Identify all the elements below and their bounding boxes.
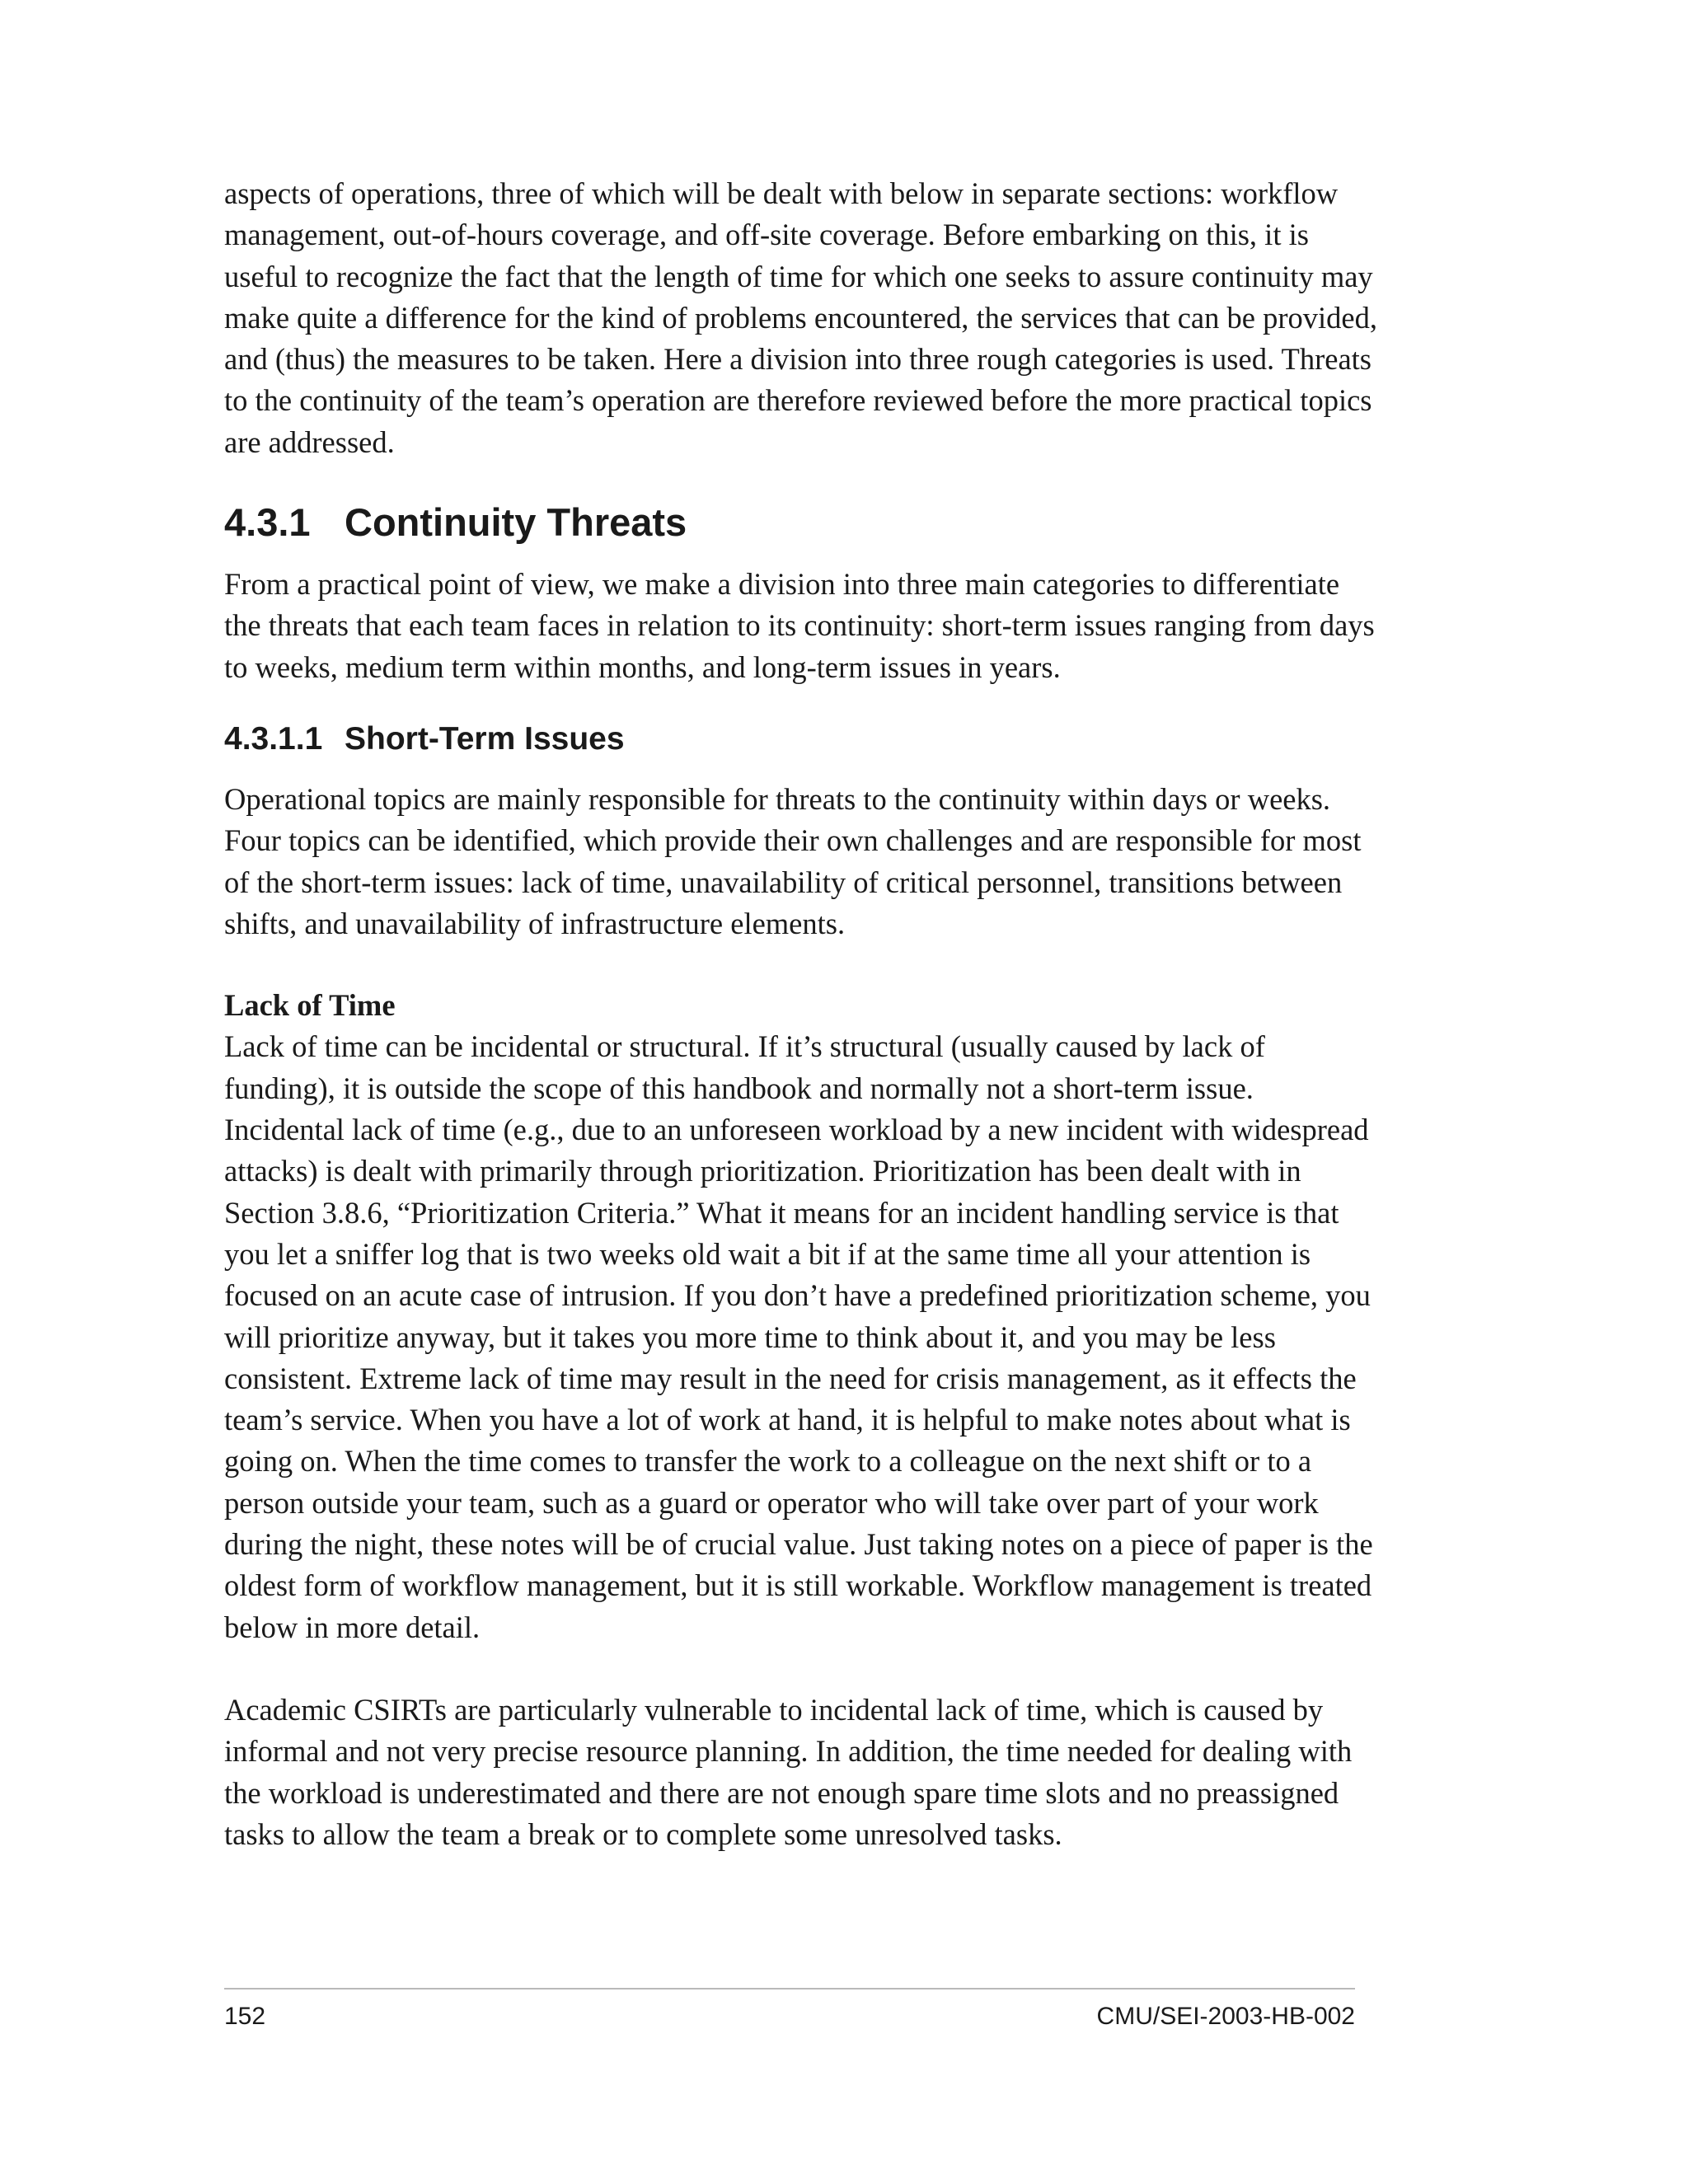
page-content: [224, 173, 1378, 1855]
subsection-title: Short-Term Issues: [345, 720, 625, 757]
intro-paragraph: aspects of operations, three of which will be dealt with below in separate sections: workflow management, out-of-hours coverage, and off-site coverage. Before embarking on this, it is useful to recognize the fact that the length of time for which one seeks to assure continuity may make quite a difference for the kind of problems encountered, the services that can be provided, and (thus) the measures to be taken. Here a division into three rough categories is used. Threats to the continuity of the team’s operation are therefore reviewed before the more practical topics are addressed.: [224, 176, 1377, 459]
document-id: CMU/SEI-2003-HB-002: [1096, 2003, 1355, 2030]
academic-paragraph: Academic CSIRTs are particularly vulnerable to incidental lack of time, which is caused by informal and not very precise resource planning. In addition, the time needed for dealing with the workload is underestimated and there are not enough spare time slots and no preassigned tasks to allow the team a break or to complete some unresolved tasks.: [224, 1692, 1353, 1851]
page-footer: [224, 2000, 1355, 2033]
subsection-paragraph: Operational topics are mainly responsible for threats to the continuity within days or weeks. Four topics can be identified, which provide their own challenges and are responsible for most of the short-term issues: lack of time, unavailability of critical personnel, transitions between shifts, and unavailability of infrastructure elements.: [224, 781, 1362, 940]
subsection-heading: [224, 718, 1378, 761]
subsection-number: 4.3.1.1: [224, 720, 323, 757]
page-number: 152: [224, 2003, 266, 2030]
section-paragraph: From a practical point of view, we make a division into three main categories to differentiate the threats that each team faces in relation to its continuity: short-term issues ranging from days to weeks, medium term within months, and long-term issues in years.: [224, 567, 1375, 684]
lack-of-time-heading: Lack of Time: [224, 988, 396, 1023]
footer-divider: [224, 1988, 1355, 1990]
section-title: Continuity Threats: [345, 500, 687, 545]
lack-of-time-paragraph: Lack of time can be incidental or structural. If it’s structural (usually caused by lack of funding), it is outside the scope of this handbook and normally not a short-term issue. Incidental lack of time (e.g., due to an unforeseen workload by a new incident with widespread attacks) is dealt with primarily through prioritization. Prioritization has been dealt with in Section 3.8.6, “Prioritization Criteria.” What it means for an incident handling service is that you let a sniffer log that is two weeks old wait a bit if at the same time all your attention is focused on an acute case of intrusion. If you don’t have a predefined prioritization scheme, you will prioritize anyway, but it takes you more time to think about it, and you may be less consistent. Extreme lack of time may result in the need for crisis management, as it effects the team’s service. When you have a lot of work at hand, it is helpful to make notes about what is going on. When the time comes to transfer the work to a colleague on the next shift or to a person outside your team, such as a guard or operator who will take over part of your work during the night, these notes will be of crucial value. Just taking notes on a piece of paper is the oldest form of workflow management, but it is still workable. Workflow management is treated below in more detail.: [224, 1029, 1373, 1644]
section-number: 4.3.1: [224, 500, 311, 545]
section-heading: [224, 498, 1378, 547]
